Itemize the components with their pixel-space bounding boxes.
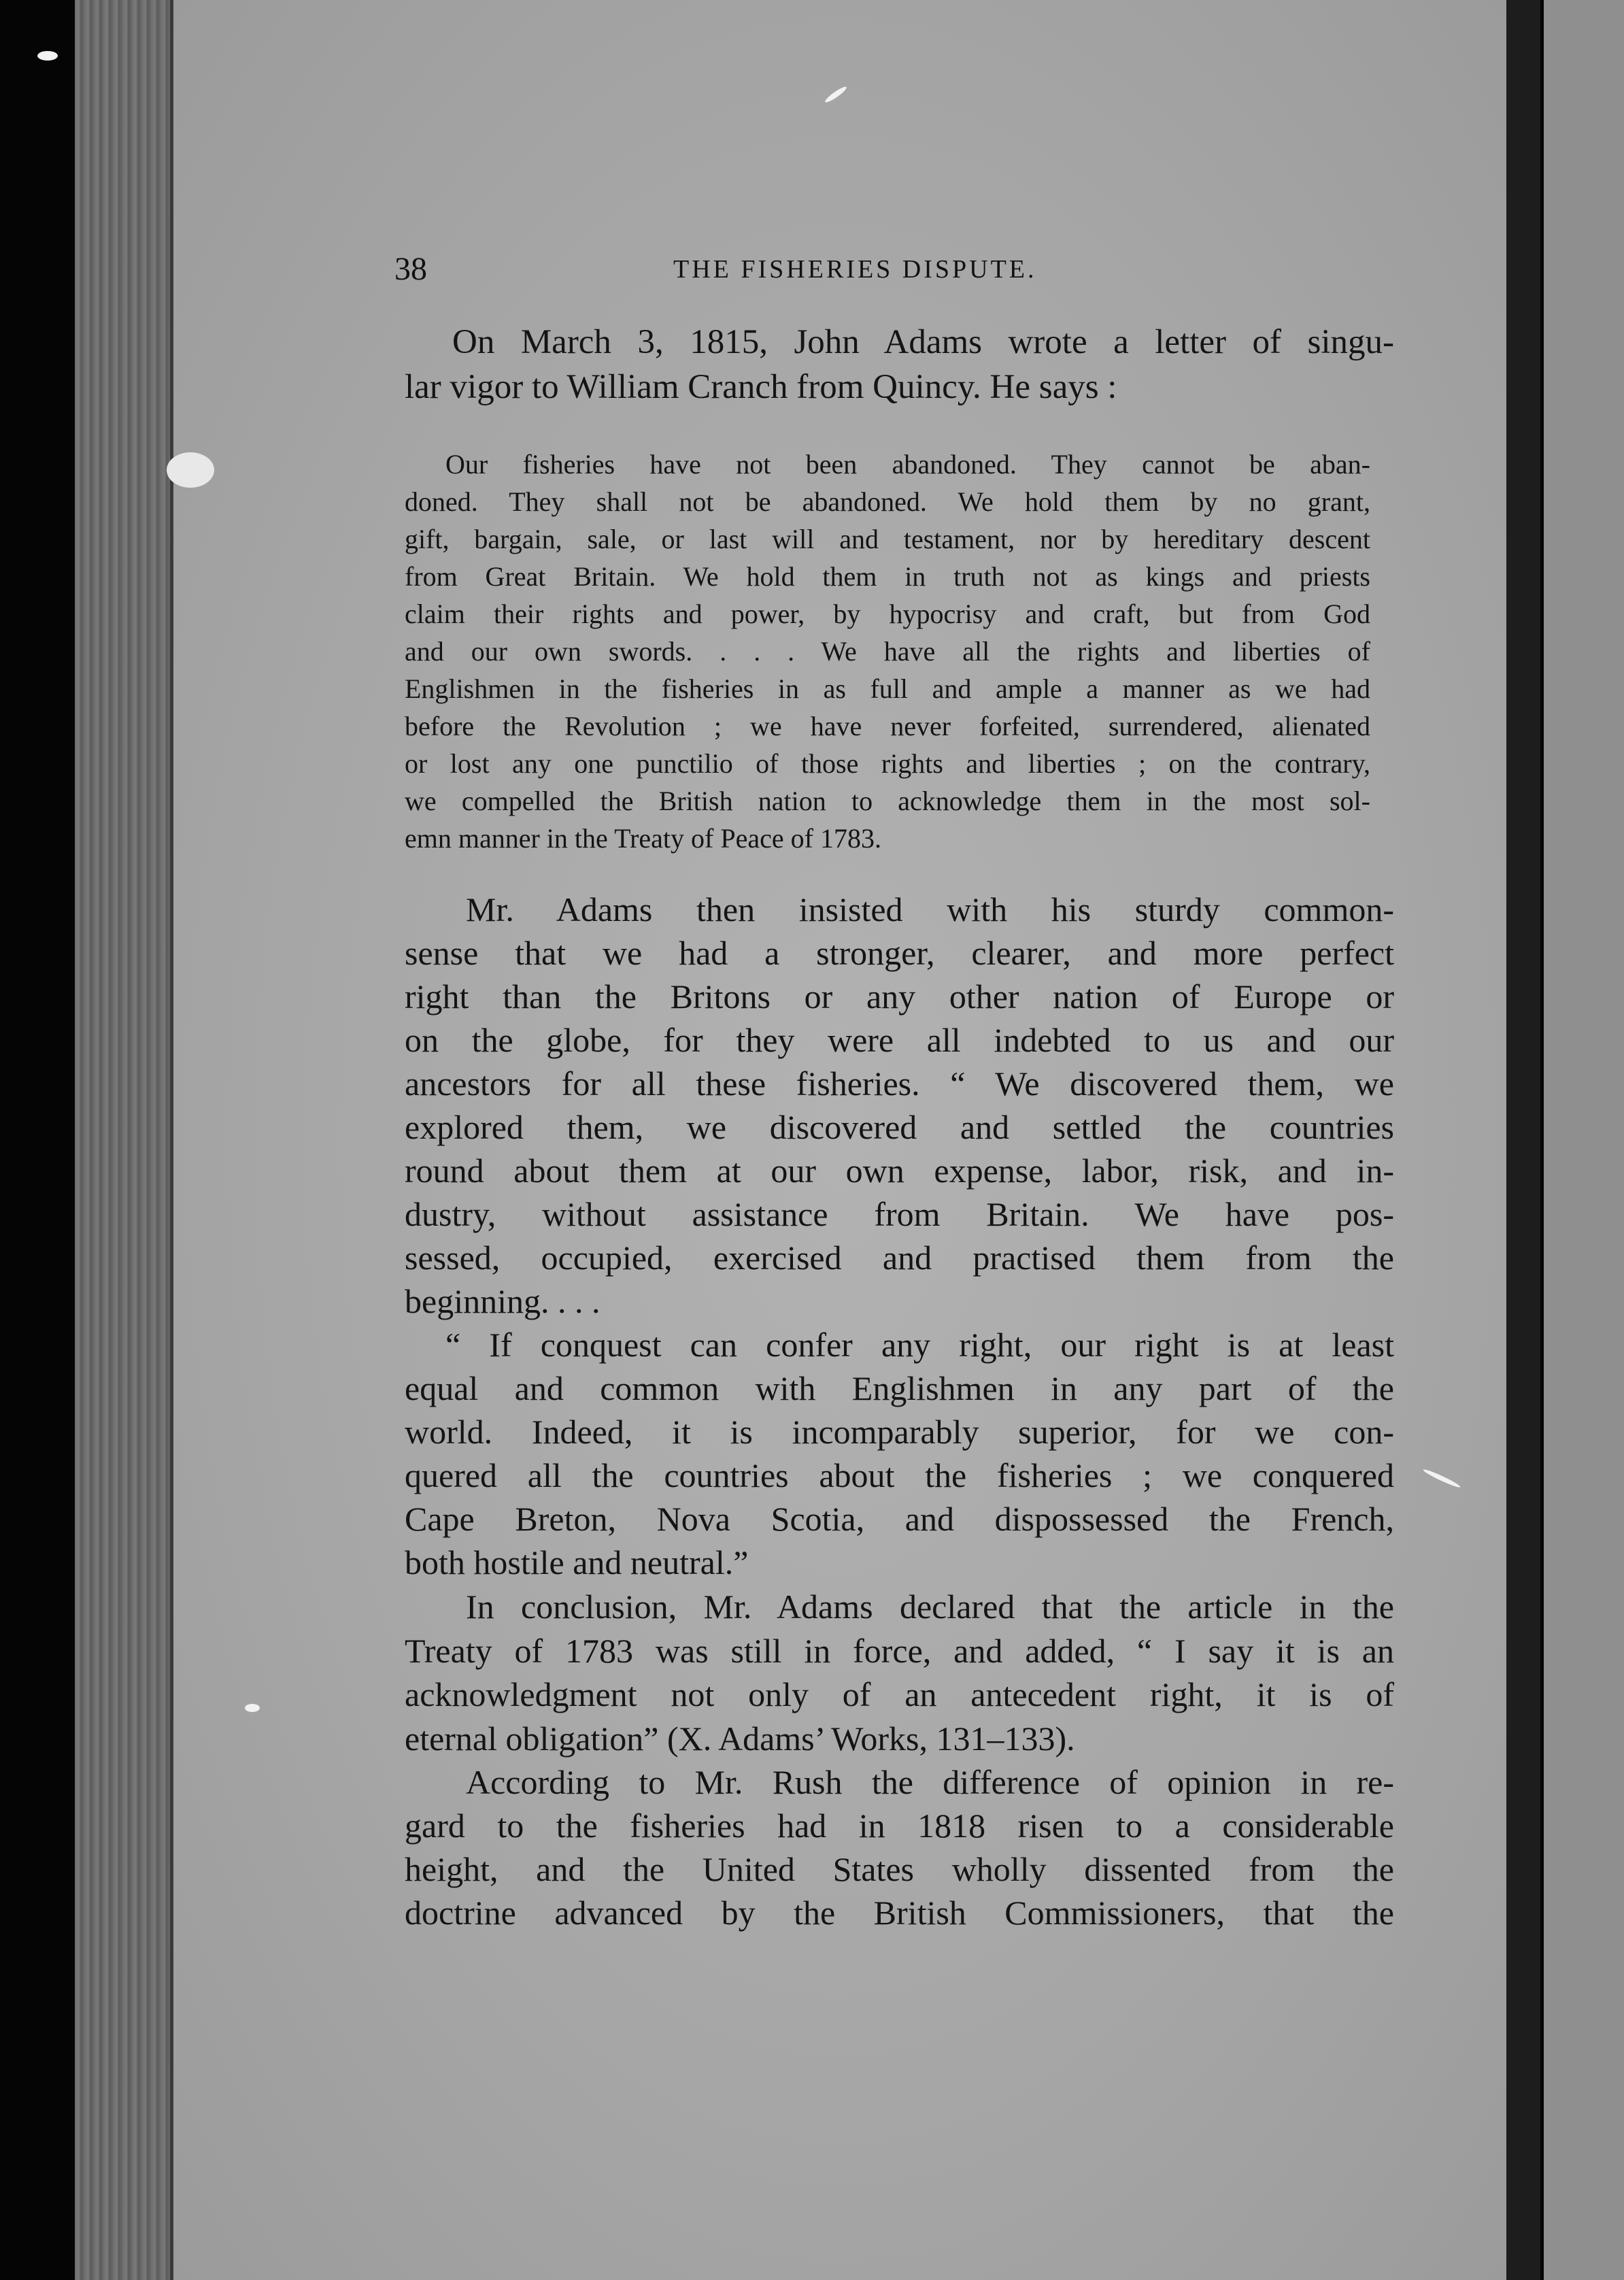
text-line: on the globe, for they were all indebted to us and our <box>405 1021 1394 1059</box>
text-line: According to Mr. Rush the difference of opinion in re- <box>466 1763 1394 1801</box>
text-line: sessed, occupied, exercised and practised them from the <box>405 1239 1394 1277</box>
paragraph-3 <box>405 1585 1394 1760</box>
quote-line: and our own swords. . . . We have all the rights and liberties of <box>405 636 1370 667</box>
text-line: gard to the fisheries had in 1818 risen to a considerable <box>405 1807 1394 1845</box>
text-line: quered all the countries about the fisheries ; we conquered <box>405 1456 1394 1494</box>
text-line: height, and the United States wholly dissented from the <box>405 1850 1394 1888</box>
text-line: both hostile and neutral.” <box>405 1543 749 1581</box>
facing-page-edge <box>1544 0 1624 2280</box>
text-line: beginning. . . . <box>405 1282 600 1320</box>
dust-speck <box>245 1704 260 1712</box>
quote-line: or lost any one punctilio of those rights and liberties ; on the contrary, <box>405 748 1370 779</box>
block-quote <box>405 446 1370 857</box>
quote-line: Englishmen in the fisheries in as full and ample a manner as we had <box>405 673 1370 704</box>
page-number: 38 <box>394 251 427 287</box>
dust-speck <box>167 452 214 488</box>
text-line: Cape Breton, Nova Scotia, and dispossessed the French, <box>405 1500 1394 1538</box>
text-line: In conclusion, Mr. Adams declared that the article in the <box>466 1588 1394 1626</box>
gutter-shadow <box>1506 0 1540 2280</box>
text-line: doctrine advanced by the British Commissioners, that the <box>405 1894 1394 1932</box>
text-line: lar vigor to William Cranch from Quincy. He says : <box>405 368 1117 406</box>
quote-line: Our fisheries have not been abandoned. They cannot be aban- <box>445 449 1370 480</box>
text-line: right than the Britons or any other nation of Europe or <box>405 977 1394 1016</box>
text-line: world. Indeed, it is incomparably superior, for we con- <box>405 1413 1394 1451</box>
text-line: acknowledgment not only of an antecedent right, it is of <box>405 1675 1394 1713</box>
text-line: explored them, we discovered and settled the countries <box>405 1108 1394 1146</box>
text-line: round about them at our own expense, labor, risk, and in- <box>405 1152 1394 1190</box>
paragraph-1 <box>405 888 1394 1323</box>
text-line: Mr. Adams then insisted with his sturdy common- <box>466 890 1394 928</box>
paragraph-2 <box>405 1323 1394 1584</box>
running-title: THE FISHERIES DISPUTE. <box>673 255 1037 284</box>
text-line: sense that we had a stronger, clearer, and more perfect <box>405 934 1394 972</box>
running-head <box>394 250 1401 291</box>
quote-line: gift, bargain, sale, or last will and testament, nor by hereditary descent <box>405 524 1370 554</box>
text-line: eternal obligation” (X. Adams’ Works, 131–133). <box>405 1719 1075 1758</box>
text-line: equal and common with Englishmen in any part of the <box>405 1369 1394 1407</box>
quote-line: from Great Britain. We hold them in truth not as kings and priests <box>405 561 1370 592</box>
quote-line: emn manner in the Treaty of Peace of 1783. <box>405 823 881 854</box>
paragraph-4 <box>405 1760 1394 1934</box>
text-line: dustry, without assistance from Britain. We have pos- <box>405 1195 1394 1233</box>
text-line: On March 3, 1815, John Adams wrote a letter of singu- <box>452 323 1394 361</box>
quote-line: before the Revolution ; we have never forfeited, surrendered, alienated <box>405 711 1370 741</box>
quote-line: claim their rights and power, by hypocrisy and craft, but from God <box>405 599 1370 629</box>
text-line: ancestors for all these fisheries. “ We discovered them, we <box>405 1064 1394 1103</box>
page-edges <box>75 0 177 2280</box>
quote-line: doned. They shall not be abandoned. We hold them by no grant, <box>405 486 1370 517</box>
text-line: “ If conquest can confer any right, our right is at least <box>445 1326 1394 1364</box>
text-line: Treaty of 1783 was still in force, and added, “ I say it is an <box>405 1631 1394 1670</box>
intro-paragraph <box>405 320 1394 409</box>
dust-speck <box>37 51 58 61</box>
quote-line: we compelled the British nation to acknowledge them in the most sol- <box>405 786 1370 816</box>
